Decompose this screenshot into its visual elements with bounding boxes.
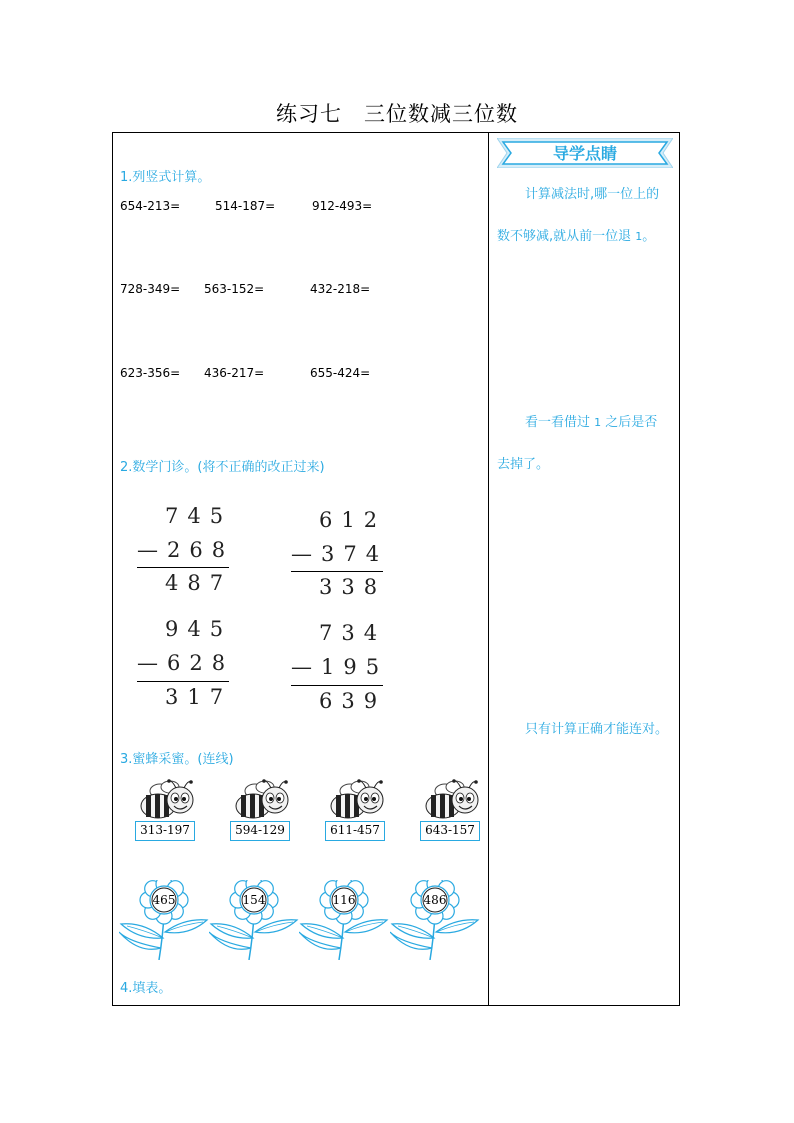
section1-heading: 1.列竖式计算。 [120, 170, 211, 185]
vertical-top-c: 945 [165, 617, 233, 641]
tip-1-line2-text: 数不够减,就从前一位退 [497, 229, 632, 244]
banner-title: 导学点睛 [552, 144, 618, 163]
vertical-result-d: 639 [319, 689, 387, 713]
minus-sign: — [291, 542, 321, 566]
vertical-sub-d [291, 655, 388, 679]
problem-3-3: 655-424= [310, 366, 371, 380]
tip-2-number: 1 [594, 416, 602, 429]
tip-3: 只有计算正确才能连对。 [525, 722, 669, 737]
vertical-top-a: 745 [165, 504, 233, 528]
sum-line [291, 571, 383, 572]
minus-sign: — [291, 655, 321, 679]
vertical-top-d: 734 [319, 621, 387, 645]
bee-expression[interactable]: 313-197 [135, 821, 195, 841]
tip-1-end: 。 [642, 229, 656, 244]
vertical-result-b: 338 [319, 575, 387, 599]
subtrahend: 195 [321, 655, 389, 679]
minus-sign: — [137, 651, 167, 675]
column-divider [488, 132, 489, 1006]
vertical-sub-a [137, 538, 234, 562]
sum-line [291, 685, 383, 686]
flower-icon [119, 880, 209, 960]
vertical-sub-b [291, 542, 388, 566]
minus-sign: — [137, 538, 167, 562]
tip-1-line2 [497, 216, 677, 258]
tip-2-line1a: 看一看借过 [525, 415, 591, 430]
flower-icon [209, 880, 299, 960]
tip-1 [497, 174, 677, 258]
page-title: 练习七 三位数减三位数 [276, 102, 518, 126]
flower-number[interactable]: 486 [423, 893, 447, 907]
tip-1-number: 1 [635, 230, 643, 243]
flower-number[interactable]: 154 [242, 893, 266, 907]
tip-2-line2: 去掉了。 [497, 457, 550, 472]
subtrahend: 374 [321, 542, 389, 566]
problem-2-2: 563-152= [204, 282, 265, 296]
vertical-top-b: 612 [319, 508, 387, 532]
bee-expression[interactable]: 611-457 [325, 821, 385, 841]
tip-2-line1 [497, 402, 677, 444]
flower-number[interactable]: 465 [152, 893, 176, 907]
sum-line [137, 681, 229, 682]
vertical-result-c: 317 [165, 685, 233, 709]
worksheet-frame [112, 132, 680, 1006]
banner-ribbon [497, 138, 673, 168]
vertical-sub-c [137, 651, 234, 675]
problem-1-1: 654-213= [120, 199, 181, 213]
flower-number[interactable]: 116 [332, 893, 356, 907]
section4-heading: 4.填表。 [120, 981, 172, 996]
tip-2-line1b: 之后是否 [605, 415, 658, 430]
tip-1-line1: 计算减法时,哪一位上的 [525, 187, 660, 202]
subtrahend: 628 [167, 651, 235, 675]
problem-2-1: 728-349= [120, 282, 181, 296]
bee-expression[interactable]: 594-129 [230, 821, 290, 841]
problem-1-2: 514-187= [215, 199, 276, 213]
vertical-result-a: 487 [165, 571, 233, 595]
problem-2-3: 432-218= [310, 282, 371, 296]
flower-icon [299, 880, 389, 960]
subtrahend: 268 [167, 538, 235, 562]
section2-heading: 2.数学门诊。(将不正确的改正过来) [120, 460, 325, 475]
flower-icon [390, 880, 480, 960]
tip-2 [497, 402, 677, 486]
sum-line [137, 567, 229, 568]
problem-3-2: 436-217= [204, 366, 265, 380]
problem-3-1: 623-356= [120, 366, 181, 380]
problem-1-3: 912-493= [312, 199, 373, 213]
bee-expression[interactable]: 643-157 [420, 821, 480, 841]
section3-heading: 3.蜜蜂采蜜。(连线) [120, 752, 234, 767]
